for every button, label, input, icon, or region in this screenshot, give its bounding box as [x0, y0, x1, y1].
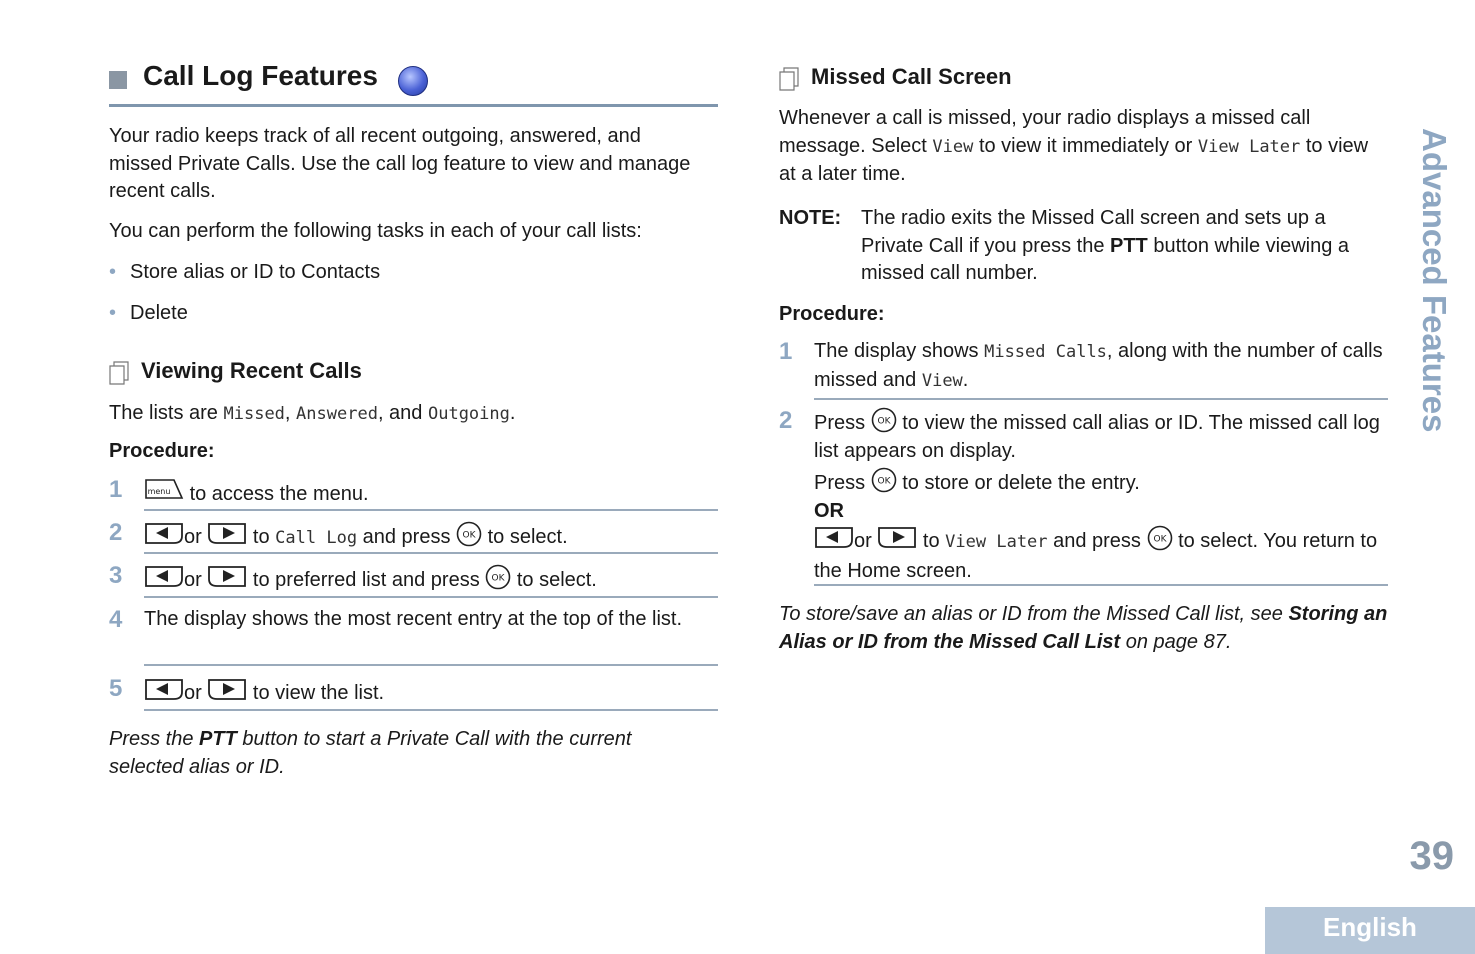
footnote-text: button to start a Private Call with the current selected alias or ID.: [109, 728, 632, 778]
intro-paragraph: Your radio keeps track of all recent outgoing, answered, and missed Private Calls. Use the call log feature to view and manage recent calls.: [109, 125, 691, 202]
ok-key-icon: [871, 407, 897, 433]
step-number: 2: [109, 519, 123, 546]
list-name-missed: Missed: [223, 404, 285, 424]
step-text-part: to: [922, 530, 940, 552]
note-bold: PTT: [1110, 234, 1148, 257]
right-arrow-key-icon: [207, 521, 247, 545]
intro-paragraph: [779, 105, 1388, 189]
step-text: to: [252, 526, 270, 548]
footnote: [779, 601, 1388, 656]
step-text: to preferred list and press: [252, 569, 480, 591]
menu-target: Call Log: [275, 528, 358, 548]
view-softkey: View: [921, 370, 963, 391]
step-text-part: , along with the number of calls missed and: [814, 340, 1383, 391]
step-text-part: Press: [814, 412, 866, 434]
step-text: [814, 467, 1388, 498]
step-text-part: The display shows: [814, 340, 979, 362]
step-text-part: to select. You return to the Home screen.: [814, 530, 1378, 582]
intro-text: to view at a later time.: [779, 134, 1369, 185]
step-number: 3: [109, 562, 123, 589]
step-text: to view the list.: [252, 682, 385, 704]
step-text-part: .: [962, 368, 969, 391]
section-title: Call Log Features: [143, 60, 378, 91]
list-end: .: [509, 402, 516, 424]
step-text: The display shows the most recent entry at the top of the list.: [144, 608, 683, 630]
step-text: to select.: [487, 526, 568, 548]
footnote-link[interactable]: Storing an Alias or ID from the Missed Call List: [779, 603, 1388, 653]
step-text: or: [184, 682, 202, 704]
heading-square-icon: [109, 71, 127, 89]
missed-calls-display: Missed Calls: [984, 342, 1107, 362]
menu-key-icon: [144, 478, 184, 502]
list-name-outgoing: Outgoing: [427, 404, 510, 424]
step-text: to select.: [516, 569, 597, 591]
right-arrow-key-icon: [877, 525, 917, 549]
footnote-text: Press the: [109, 728, 194, 750]
step-number: 2: [779, 407, 793, 434]
step-text: [814, 525, 1388, 586]
lists-sentence: [109, 400, 718, 429]
page-icon: [109, 361, 129, 385]
or-label: OR: [814, 499, 844, 522]
right-arrow-key-icon: [207, 677, 247, 701]
subheading-label: Missed Call Screen: [811, 64, 1012, 89]
list-separator: , and: [377, 402, 423, 424]
ok-key-icon: [456, 521, 482, 547]
footnote-bold: PTT: [199, 728, 237, 750]
language-tab: English: [1265, 907, 1475, 954]
step-text-part: and press: [1053, 530, 1141, 552]
chapter-side-tab: [1417, 128, 1457, 448]
step-number: 5: [109, 675, 123, 702]
step-text: [814, 338, 1388, 395]
chapter-label: Advanced Features: [1416, 128, 1453, 433]
step-text-part: Press: [814, 472, 866, 494]
intro-text: Whenever a call is missed, your radio displays a missed call message. Select: [779, 107, 1311, 157]
ok-key-icon: [1147, 525, 1173, 551]
step-text: and press: [362, 526, 451, 548]
globe-icon: [398, 66, 428, 96]
note-text-part: The radio exits the Missed Call screen and sets up a Private Call if you press the: [861, 207, 1326, 257]
footnote-text: on page 87.: [1125, 630, 1232, 653]
view-softkey: View: [932, 136, 974, 157]
section-heading: [109, 58, 718, 107]
left-arrow-key-icon: [144, 564, 184, 588]
step-text: to access the menu.: [189, 483, 369, 505]
ok-key-icon: [485, 564, 511, 590]
note-text-part: button while viewing a missed call number.: [861, 234, 1350, 284]
footnote: [109, 726, 699, 781]
note-label: NOTE:: [779, 207, 842, 229]
subheading-label: Viewing Recent Calls: [141, 358, 362, 383]
tasks-intro: You can perform the following tasks in each of your call lists:: [109, 220, 642, 242]
step-text: or: [184, 526, 202, 548]
view-later-softkey: View Later: [1197, 136, 1301, 157]
task-label: Store alias or ID to Contacts: [130, 261, 381, 283]
procedure-label: Procedure:: [779, 303, 885, 325]
page-icon: [779, 67, 799, 91]
lists-prefix: The lists are: [109, 402, 218, 424]
step-text-part: or: [854, 530, 872, 552]
list-separator: ,: [284, 402, 291, 424]
procedure-label: Procedure:: [109, 440, 215, 462]
left-arrow-key-icon: [144, 521, 184, 545]
step-text: [814, 407, 1388, 465]
footnote-text: To store/save an alias or ID from the Missed Call list, see: [779, 603, 1283, 625]
list-name-answered: Answered: [296, 404, 378, 424]
bullet-icon: •: [109, 302, 117, 324]
ok-key-icon: [871, 467, 897, 493]
task-label: Delete: [130, 302, 188, 324]
left-arrow-key-icon: [144, 677, 184, 701]
step-number: 1: [109, 476, 123, 503]
intro-text: to view it immediately or: [978, 134, 1193, 157]
bullet-icon: •: [109, 261, 117, 283]
step-number: 1: [779, 338, 793, 365]
step-text-part: to view the missed call alias or ID. The missed call log list appears on display.: [814, 412, 1380, 462]
view-later-softkey: View Later: [945, 532, 1048, 552]
note-text: [861, 205, 1381, 288]
page-number: 39: [1409, 834, 1454, 878]
step-number: 4: [109, 606, 123, 633]
step-text: or: [184, 569, 202, 591]
left-arrow-key-icon: [814, 525, 854, 549]
right-arrow-key-icon: [207, 564, 247, 588]
step-text-part: to store or delete the entry.: [902, 472, 1140, 494]
